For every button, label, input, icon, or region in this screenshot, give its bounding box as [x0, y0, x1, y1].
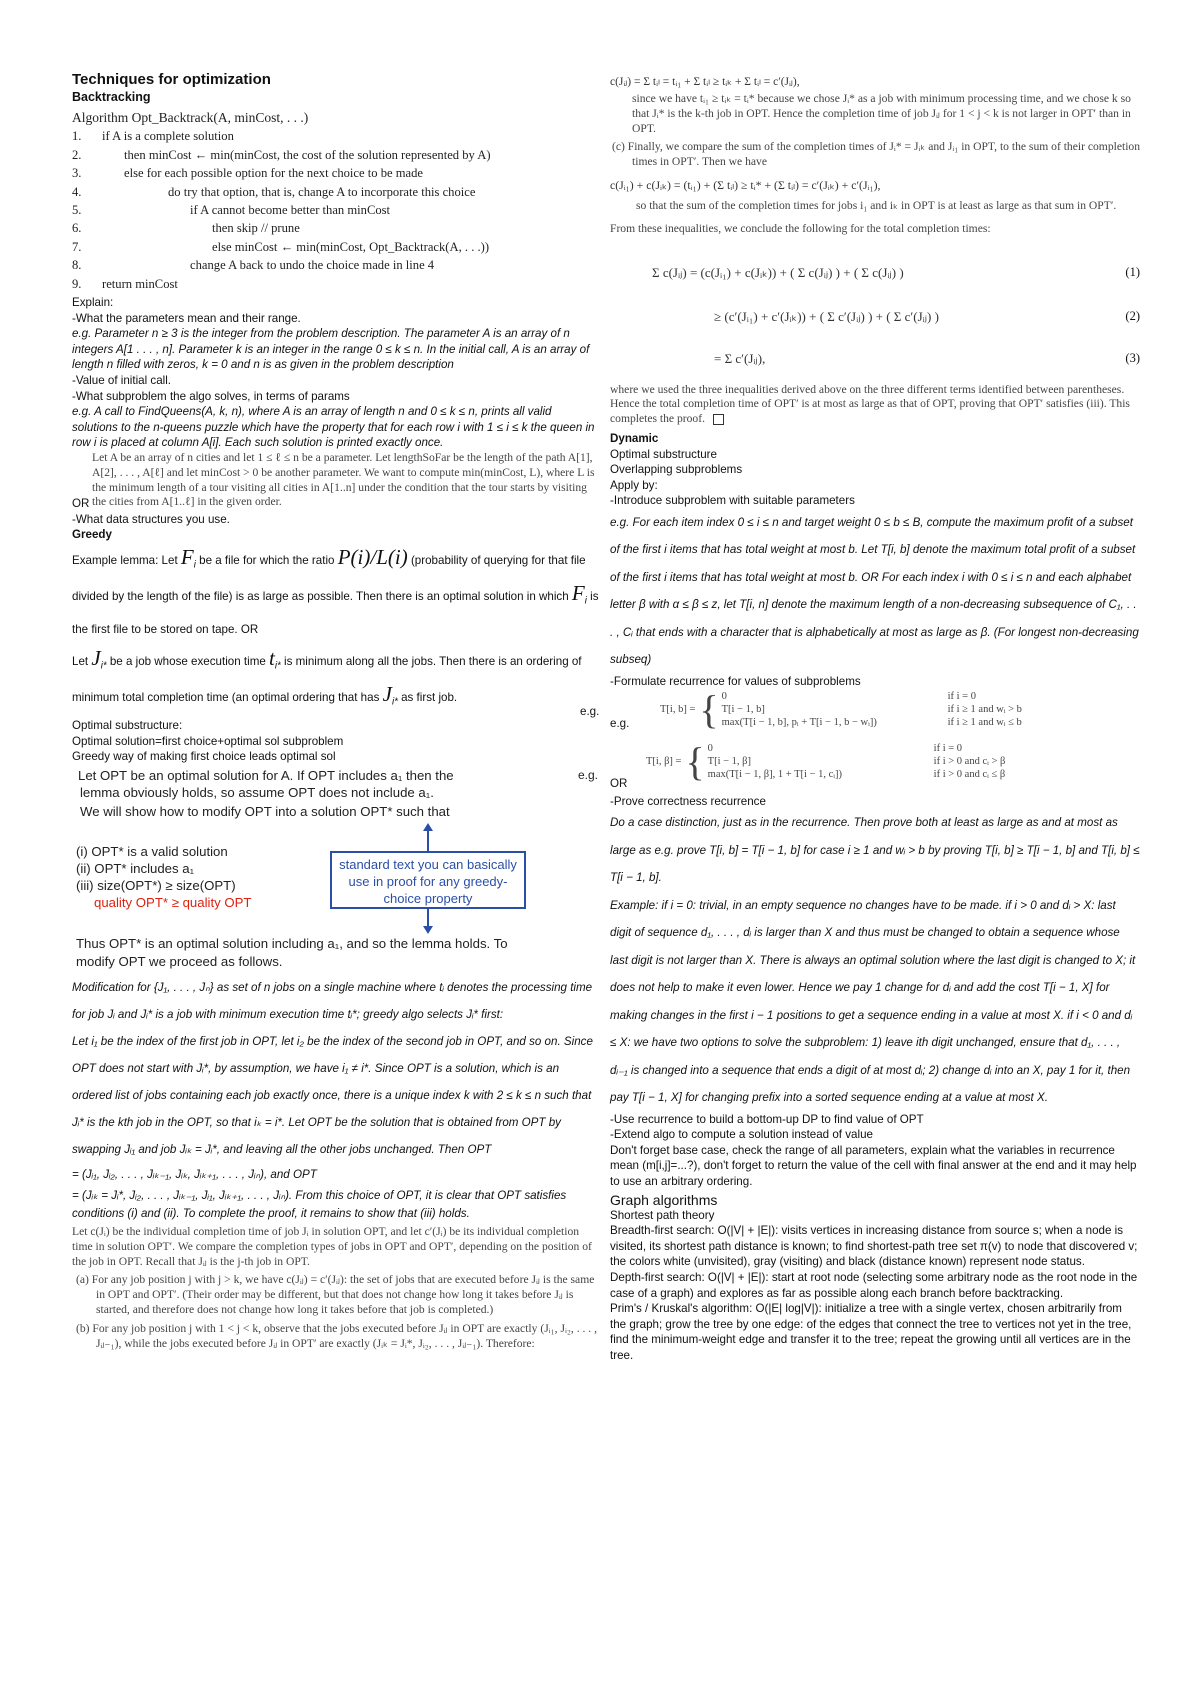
- recurrence-case-cond: if i > 0 and cᵢ > β: [933, 755, 1006, 767]
- equation-1-row: [610, 251, 1140, 295]
- recurrence-case-expr: T[i − 1, b]: [721, 703, 765, 715]
- lemma2-var: J: [91, 645, 101, 670]
- section-backtracking: Backtracking: [72, 90, 151, 104]
- recurrence-case-expr: 0: [721, 690, 727, 702]
- arrow-up-icon: [423, 823, 433, 831]
- standard-text-box: standard text you can basically use in proof for any greedy-choice property: [330, 851, 526, 909]
- algo-line-number: 6.: [72, 221, 82, 236]
- algo-line-number: 3.: [72, 166, 82, 181]
- fig-thus-2: modify OPT we proceed as follows.: [76, 954, 283, 969]
- equation-1-number: (1): [1125, 265, 1140, 280]
- section-greedy: Greedy: [72, 528, 112, 542]
- lemma1-text-c: (probability of querying for that file divided by the length of the file) is as large as possible. Then there is an optimal solution in which: [72, 553, 586, 604]
- proof-intro: Let c(Jᵢ) be the individual completion time of job Jᵢ in solution OPT, and let c′(Jᵢ) be its individual completion time in solution OPT′. We compare the completion types of jobs in OPT and OPT′, depending on the position of the job in OPT. Recall that Jᵢⱼ is the j-th job in OPT.: [72, 1225, 592, 1268]
- algo-line-number: 4.: [72, 184, 82, 199]
- algo-lines: [72, 127, 600, 293]
- dynamic-6: -Prove correctness recurrence: [610, 794, 766, 808]
- dynamic-2: Overlapping subproblems: [610, 463, 743, 477]
- algo-line-number: 7.: [72, 239, 82, 254]
- proof-case-c: (c) Finally, we compare the sum of the completion times of Jᵢ* = Jᵢₖ and Jᵢ₁ in OPT, to the sum of their completion times in OPT′. Then we have: [612, 140, 1141, 169]
- lemma1-ratio: P(i)/L(i): [337, 544, 408, 569]
- dfs-text: Depth-first search: O(|V| + |E|): start at root node (selecting some arbitrary node as the root node in the case of a graph) and explores as far as possible along each branch before backtracking.: [610, 1270, 1138, 1300]
- lemma1-text-b: be a file for which the ratio: [199, 553, 335, 567]
- recurrence-case-cond: if i ≥ 1 and wᵢ ≤ b: [947, 716, 1022, 728]
- recurrence-case: [722, 703, 1022, 716]
- fig-eg-label: e.g.: [578, 768, 599, 782]
- prim-kruskal-text: Prim's / Kruskal's algorithm: O(|E| log|V|): initialize a tree with a single vertex, chosen arbitrarily from the graph; grow the tree by one edge: of the edges that connect the tree to vertices not yet in the tree, find the minimum-weight edge and transfer it to the tree; repeat the growing until all vertices are in the tree.: [610, 1302, 1132, 1362]
- fig-thus-1: Thus OPT* is an optimal solution including a₁, and so the lemma holds. To: [76, 936, 508, 951]
- algo-line: [72, 183, 600, 201]
- backtrack-algorithm: [72, 109, 600, 293]
- recurrence-knapsack: [660, 686, 1022, 732]
- algo-line: [72, 127, 600, 145]
- initial-call-question: -Value of initial call.: [72, 374, 172, 388]
- dynamic-7: -Use recurrence to build a bottom-up DP to find value of OPT: [610, 1112, 924, 1126]
- algo-header: Algorithm Opt_Backtrack(A, minCost, . . .): [72, 110, 309, 125]
- lemma2-var-2: J: [382, 681, 392, 706]
- bfs-text: Breadth-first search: O(|V| + |E|): visits vertices in increasing distance from source s; when a node is visited, its shortest path distance is known; to find shortest-path tree set π(v) to node that discovered v; the colors white (unvisited), gray (visiting) and black (distance known) represent node status.: [610, 1224, 1138, 1269]
- algo-line-number: 8.: [72, 258, 82, 273]
- equation-2-number: (2): [1125, 309, 1140, 324]
- params-question: -What the parameters mean and their range.: [72, 311, 301, 325]
- inequalities-intro: From these inequalities, we conclude the following for the total completion times:: [610, 221, 991, 235]
- algo-line-text: else minCost ← min(minCost, Opt_Backtrack(A, . . .)): [212, 239, 490, 254]
- equation-2: ≥ (c′(Jᵢ₁) + c′(Jᵢₖ)) + ( Σ c′(Jᵢⱼ) ) + ( Σ c′(Jᵢⱼ) ): [714, 308, 939, 324]
- algo-line-text: then minCost ← min(minCost, the cost of the solution represented by A): [124, 147, 491, 162]
- optimal-substructure-heading: Optimal substructure:: [72, 719, 183, 733]
- lemma2-text-a: Let: [72, 654, 89, 668]
- algo-line-text: then skip // prune: [212, 221, 300, 236]
- modification-text-4: = (Jᵢₖ = Jᵢ*, Jᵢ₂, . . . , Jᵢₖ₋₁, Jᵢ₁, Jᵢₖ₊₁, . . . , Jᵢₙ). From this choice of OPT, it is clear that OPT satisfies conditions (i) and (ii). To complete the proof, it remains to show that (iii) holds.: [72, 1189, 567, 1220]
- algo-line-number: 2.: [72, 147, 82, 162]
- optimal-substructure-2: Greedy way of making first choice leads optimal sol: [72, 750, 336, 764]
- algo-line-text: do try that option, that is, change A to incorporate this choice: [168, 184, 476, 199]
- dynamic-5: -Formulate recurrence for values of subproblems: [610, 674, 861, 688]
- algo-line: [72, 219, 600, 237]
- fig-line-3: We will show how to modify OPT into a solution OPT* such that: [80, 804, 450, 819]
- equation-3: = Σ c′(Jᵢⱼ),: [714, 350, 766, 366]
- params-example: e.g. Parameter n ≥ 3 is the integer from the problem description. The parameter A is an array of n integers A[1 . . . , n]. Parameter k is an integer in the range 0 ≤ k ≤ n. In the initial call, A is an array of length n filled with zeros, k = 0 and n is as given in the problem description: [72, 327, 590, 372]
- recurrence-case: [708, 742, 1006, 755]
- recurrence-case: [708, 755, 1006, 768]
- algo-line: [72, 201, 600, 219]
- equation-3-row: [610, 339, 1140, 379]
- recurrence-subsequence: [646, 738, 1006, 784]
- recurrence-block: [580, 686, 1140, 794]
- algo-line: [72, 164, 600, 182]
- example-lemma-2: [72, 644, 600, 717]
- recurrence-case: [722, 716, 1022, 729]
- algo-line: [72, 256, 600, 274]
- dynamic-1: Optimal substructure: [610, 447, 717, 461]
- proof-case-b: (b) For any job position j with 1 < j < k, observe that the jobs executed before Jᵢⱼ in OPT are exactly (Jᵢ₁, Jᵢ₂, . . . , Jᵢⱼ₋₁), while the jobs executed before Jᵢⱼ in OPT′ are exactly (Jᵢₖ = Jᵢ*, Jᵢ₂, . . . , Jᵢⱼ₋₁). Therefore:: [76, 1321, 597, 1350]
- rec1-brace-icon: {: [699, 686, 719, 732]
- dynamic-9: Don't forget base case, check the range of all parameters, explain what the variables in recurrence mean (m[i,j]=...?), don't forget to return the value of the cell with final answer at the end and it may help to use an arbitrary ordering.: [610, 1143, 1137, 1188]
- equation-1: Σ c(Jᵢⱼ) = (c(Jᵢ₁) + c(Jᵢₖ)) + ( Σ c(Jᵢⱼ) ) + ( Σ c(Jᵢⱼ) ): [652, 264, 904, 280]
- fig-cond-iii-quality: quality OPT* ≥ quality OPT: [94, 895, 252, 910]
- rec2-cases: [708, 742, 1006, 782]
- recurrence-case: [708, 768, 1006, 781]
- lemma1-sub-2: i: [584, 595, 587, 607]
- lemma2-text-b: be a job whose execution time: [109, 654, 266, 668]
- recurrence-case-expr: max(T[i − 1, β], 1 + T[i − 1, cᵢ]): [707, 768, 842, 780]
- rec1-cases: [722, 690, 1022, 730]
- recurrence-case-expr: T[i − 1, β]: [707, 755, 752, 767]
- arrow-up-line: [427, 829, 429, 851]
- algo-line-text: change A back to undo the choice made in line 4: [190, 258, 435, 273]
- algo-line: [72, 275, 600, 293]
- lemma1-var: F: [180, 544, 194, 569]
- recurrence-case-cond: if i ≥ 1 and wᵢ > b: [947, 703, 1022, 715]
- recurrence-case-cond: if i > 0 and cᵢ ≤ β: [933, 768, 1006, 780]
- lemma2-t: t: [269, 645, 275, 670]
- equation-case-b: c(Jᵢⱼ) = Σ tᵢₗ = tᵢ₁ + Σ tᵢₗ ≥ tᵢₖ + Σ tᵢₗ = c′(Jᵢⱼ),: [610, 76, 800, 88]
- fig-line-2: lemma obviously holds, so assume OPT does not include a₁.: [80, 785, 434, 800]
- section-graph-algorithms: Graph algorithms: [610, 1191, 718, 1208]
- algo-line-text: else for each possible option for the next choice to be made: [124, 166, 423, 181]
- recurrence-case-expr: 0: [707, 742, 713, 754]
- rec2-lhs: T[i, β] =: [646, 756, 682, 768]
- equation-case-b-note: since we have tᵢ₁ ≥ tᵢₖ = tᵢ* because we chose Jᵢ* as a job with minimum processing time, and we chose k so that Jᵢ* is the k-th job in OPT. Hence the completion time of job Jᵢⱼ for 1 < j < k is not larger in OPT′ than in OPT.: [632, 92, 1131, 135]
- subproblem-example: e.g. A call to FindQueens(A, k, n), where A is an array of length n and 0 ≤ k ≤ n, prints all valid solutions to the n-queens puzzle which have the property that for each row i with 1 ≤ i ≤ k the queen in row i is placed at column A[i]. Each such solution is printed exactly once.: [72, 405, 595, 450]
- modification-text-2: Let i₁ be the index of the first job in OPT, let i₂ be the index of the second job in OPT, and so on. Since OPT does not start with Jᵢ*, by assumption, we have i₁ ≠ i*. Since OPT is a solution, which is an ordered list of jobs containing each job exactly once, there is a unique index k with 2 ≤ k ≤ n such that Jᵢ* is the kth job in the OPT, so that iₖ = i*. Let OPT be the solution that is obtained from OPT by swapping Jᵢ₁ and job Jᵢₖ = Jᵢ*, and leaving all the other jobs unchanged. Then OPT: [72, 1035, 593, 1156]
- dynamic-3: Apply by:: [610, 478, 658, 492]
- lemma1-text-d: is the first file to be stored on tape. OR: [72, 590, 599, 636]
- section-dynamic: Dynamic: [610, 431, 659, 445]
- recurrence-case: [722, 690, 1022, 703]
- recurrence-or: OR: [610, 776, 628, 790]
- greedy-proof-figure: [72, 765, 600, 951]
- left-column: [72, 70, 600, 1351]
- fig-cond-i: (i) OPT* is a valid solution: [76, 844, 228, 859]
- lemma2-sub: i*: [100, 659, 107, 671]
- recurrence-eg-outer: e.g.: [580, 704, 600, 718]
- data-structures-question: -What data structures you use.: [72, 512, 230, 526]
- rec1-lhs: T[i, b] =: [660, 704, 696, 716]
- fig-cond-ii: (ii) OPT* includes a₁: [76, 861, 195, 876]
- equation-3-number: (3): [1125, 351, 1140, 366]
- optimal-substructure-1: Optimal solution=first choice+optimal sol subproblem: [72, 734, 344, 748]
- fig-cond-iii: (iii) size(OPT*) ≥ size(OPT): [76, 878, 236, 893]
- lemma1-sub: i: [193, 559, 196, 571]
- dynamic-example: e.g. For each item index 0 ≤ i ≤ n and target weight 0 ≤ b ≤ B, compute the maximum profit of a subset of the first i items that has total weight at most b. Let T[i, b] denote the maximum total profit of a subset of the first i items that has total weight at most b. OR For each index i with 0 ≤ i ≤ n and each alphabet letter β with α ≤ β ≤ z, let T[i, n] denote the maximum length of a non-decreasing subsequence of C₁, . . . , Cᵢ that ends with a character that is alphabetically at most as large as β. (For longest non-decreasing subseq): [610, 515, 1139, 667]
- algo-line: [72, 146, 600, 164]
- lemma2-sub-2: i*: [391, 696, 398, 708]
- proof-conclusion-text: where we used the three inequalities derived above on the three different terms identified between parentheses. Hence the total completion time of OPT′ is at most as large as that of OPT, proving that OPT′ satisfies (iii). This completes the proof.: [610, 382, 1130, 426]
- equation-case-c: c(Jᵢ₁) + c(Jᵢₖ) = (tᵢ₁) + (Σ tᵢₗ) ≥ tᵢ* + (Σ tᵢₗ) = c′(Jᵢₖ) + c′(Jᵢ₁),: [610, 177, 881, 192]
- shortest-path-heading: Shortest path theory: [610, 1208, 715, 1222]
- page-title: Techniques for optimization: [72, 71, 271, 88]
- right-column: [580, 70, 1141, 1364]
- algo-line-text: return minCost: [102, 276, 178, 291]
- equation-case-c-note: so that the sum of the completion times for jobs i₁ and iₖ in OPT is at least as large as that sum in OPT′.: [636, 198, 1117, 212]
- algo-line-number: 5.: [72, 203, 82, 218]
- proof-case-a: (a) For any job position j with j > k, we have c(Jᵢⱼ) = c′(Jᵢⱼ): the set of jobs that are executed before Jᵢⱼ is the same in OPT and OPT′. (Their order may be different, but that does not change how long it takes before Jᵢⱼ is started, and therefore does not change how long it takes before that job is completed.): [76, 1273, 595, 1316]
- rec2-brace-icon: {: [685, 738, 705, 784]
- lemma1-var-2: F: [571, 581, 585, 606]
- total-completion-equations: [610, 251, 1140, 379]
- dynamic-proof: Do a case distinction, just as in the recurrence. Then prove both at least as large as and at most as large as e.g. prove T[i, b] = T[i − 1, b] for case i ≥ 1 and wᵢ > b by proving T[i, b] ≥ T[i − 1, b] and T[i, b] ≤ T[i − 1, b].: [610, 816, 1140, 885]
- dynamic-example-proof: Example: if i = 0: trivial, in an empty sequence no changes have to be made. if i > 0 and dᵢ > X: last digit of sequence d₁, . . . , dᵢ is larger than X and thus must be changed to obtain a sequence whose last digit is not larger than X. There is always an optimal solution where the last digit is changed to X; it does not help to make it even lower. Hence we pay 1 change for dᵢ and add the cost T[i − 1, X] for making changes in the first i − 1 positions to get a sequence ending in a value at most X. if i < 0 and dᵢ ≤ X: we have two options to solve the subproblem: 1) leave ith digit unchanged, ensure that d₁, . . . , dᵢ₋₁ is changed into a sequence that ends a digit of at most dᵢ; 2) change dᵢ into an X, pay 1 for it, then pay T[i − 1, X] for changing prefix into a sorted sequence ending at a value at most X.: [610, 898, 1136, 1105]
- arrow-down-icon: [423, 926, 433, 934]
- modification-text-1: Modification for {J₁, . . . , Jₙ} as set of n jobs on a single machine where tᵢ denotes the processing time for job Jᵢ and Jᵢ* is a job with minimum execution time tᵢ*; greedy algo selects Jᵢ* first:: [72, 981, 593, 1021]
- or-label: OR: [72, 497, 90, 511]
- recurrence-case-cond: if i = 0: [947, 690, 976, 702]
- algo-line-number: 1.: [72, 129, 82, 144]
- dynamic-8: -Extend algo to compute a solution instead of value: [610, 1128, 873, 1142]
- subproblem-question: -What subproblem the algo solves, in terms of params: [72, 389, 350, 403]
- lemma1-text-a: Example lemma: Let: [72, 553, 178, 567]
- algo-line-text: if A cannot become better than minCost: [190, 203, 391, 218]
- qed-square-icon: [713, 414, 724, 425]
- lemma2-t-sub: i*: [274, 659, 281, 671]
- equation-2-row: [610, 295, 1140, 339]
- algo-line-number: 9.: [72, 276, 82, 291]
- lemma2-text-c: is minimum along all the jobs. Then there is an ordering of minimum total completion time (an optimal ordering that has: [72, 654, 582, 704]
- explain-label: Explain:: [72, 296, 114, 310]
- modification-text-3: = (Jᵢ₁, Jᵢ₂, . . . , Jᵢₖ₋₁, Jᵢₖ, Jᵢₖ₊₁, . . . , Jᵢₙ), and OPT: [72, 1168, 317, 1181]
- lemma2-text-d: as first job.: [401, 690, 458, 704]
- recurrence-eg-inner: e.g.: [610, 716, 630, 730]
- recurrence-case-cond: if i = 0: [933, 742, 963, 754]
- tsp-example: Let A be an array of n cities and let 1 ≤ ℓ ≤ n be a parameter. Let lengthSoFar be the length of the path A[1], A[2], . . . , A[ℓ] and let minCost > 0 be another parameter. We want to compute min(minCost, L), where L is the minimum length of a tour visiting all cities in A[1..n] under the condition that the tour starts by visiting the cities from A[1..ℓ] in the given order.: [92, 451, 595, 509]
- recurrence-case-expr: max(T[i − 1, b], pᵢ + T[i − 1, b − wᵢ]): [721, 716, 877, 728]
- algo-line: [72, 238, 600, 256]
- example-lemma-1: [72, 543, 600, 644]
- arrow-down-line: [427, 909, 429, 927]
- dynamic-4: -Introduce subproblem with suitable parameters: [610, 494, 855, 508]
- proof-conclusion: [610, 383, 1140, 427]
- algo-line-text: if A is a complete solution: [102, 129, 234, 144]
- fig-line-1: Let OPT be an optimal solution for A. If OPT includes a₁ then the: [78, 768, 454, 783]
